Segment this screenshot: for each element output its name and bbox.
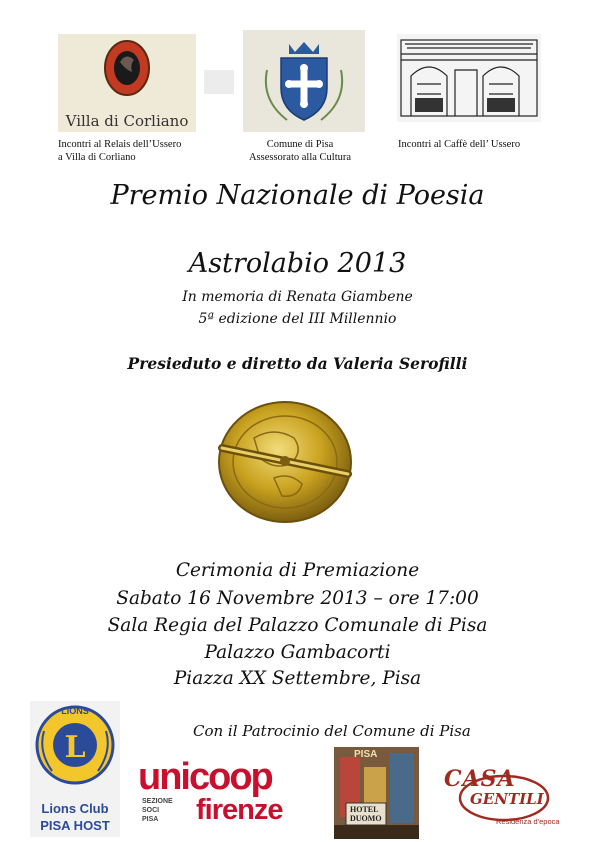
- ceremony-address: Piazza XX Settembre, Pisa: [173, 668, 422, 689]
- patrocinio-line: Con il Patrocinio del Comune di Pisa: [193, 722, 471, 740]
- villa-corliano-badge-text: Villa di Corliano: [65, 112, 189, 130]
- pisa-cross-crest-icon: [243, 30, 365, 132]
- hotel-duomo-painting-icon: [334, 747, 419, 839]
- hotel-sign-duomo: DUOMO: [350, 814, 382, 823]
- casa-name-1: CASA: [444, 768, 516, 792]
- pisa-caption: [230, 138, 370, 164]
- astrolabe-medal: [214, 398, 356, 526]
- unicoop-brand: unicoop: [138, 756, 272, 798]
- memoria-line: In memoria di Renata Giambene: [182, 289, 413, 305]
- ceremony-venue: Sala Regia del Palazzo Comunale di Pisa: [107, 615, 488, 636]
- storefront-sketch-icon: [397, 34, 541, 122]
- caffe-caption: [398, 138, 520, 151]
- unicoop-tag2: SOCI: [142, 807, 160, 814]
- hotel-sign-hotel: HOTEL: [350, 805, 379, 814]
- pisa-caption-line1: Comune di Pisa: [266, 139, 334, 150]
- svg-text:L: L: [64, 730, 86, 765]
- casa-gentili-logo: [440, 768, 562, 830]
- lions-top-text: LIONS: [61, 706, 89, 716]
- unicoop-tag3: PISA: [142, 816, 159, 823]
- ceremony-date: Sabato 16 Novembre 2013 – ore 17:00: [116, 588, 479, 609]
- hotel-duomo-logo: [334, 747, 419, 839]
- title-astrolabio: Astrolabio 2013: [188, 248, 407, 279]
- astrolabe-medal-icon: [214, 398, 356, 526]
- caffe-ussero-sketch: [397, 34, 541, 122]
- lions-name: Lions Club: [41, 801, 109, 816]
- villa-caption-line1: Incontri al Relais dell’Ussero: [58, 139, 182, 150]
- unicoop-tag1: SEZIONE: [142, 798, 173, 805]
- villa-caption-line2: a Villa di Corliano: [58, 152, 136, 163]
- ceremony-title: Cerimonia di Premiazione: [175, 560, 420, 581]
- ceremony-palazzo: Palazzo Gambacorti: [204, 642, 391, 663]
- villa-caption: [58, 138, 181, 164]
- lions-host: PISA HOST: [40, 818, 110, 833]
- lions-club-logo: [30, 701, 120, 837]
- hotel-sign-pisa: PISA: [354, 749, 378, 760]
- comune-pisa-logo: [243, 30, 365, 132]
- villa-corliano-logo: [58, 34, 196, 132]
- decorative-square: [204, 70, 234, 94]
- casa-name-2: GENTILI: [470, 790, 544, 808]
- unicoop-sub: firenze: [196, 794, 283, 826]
- caffe-caption-line1: Incontri al Caffè dell’ Ussero: [398, 139, 521, 150]
- casa-tagline: Residenza d'epoca: [496, 817, 560, 826]
- unicoop-logo: [138, 756, 313, 828]
- title-premio: Premio Nazionale di Poesia: [110, 180, 485, 211]
- edizione-line: 5ª edizione del III Millennio: [198, 311, 397, 327]
- presieduto-line: Presieduto e diretto da Valeria Serofilli: [127, 354, 468, 373]
- pisa-caption-line2: Assessorato alla Cultura: [248, 152, 352, 163]
